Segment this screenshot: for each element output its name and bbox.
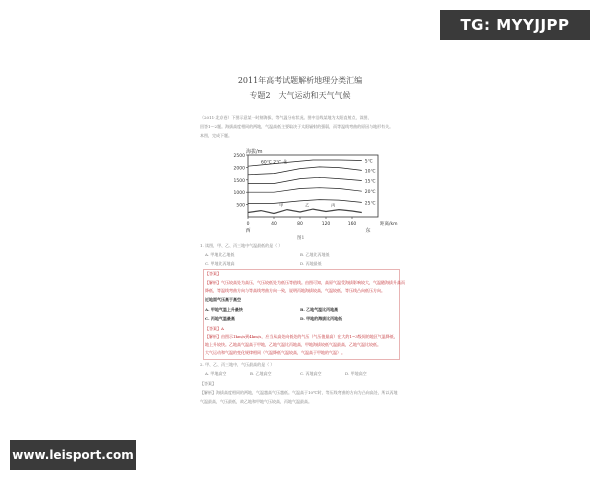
point-yi: 乙 xyxy=(305,202,310,208)
question-1: 1. 读图，甲、乙、丙三地中气温最低的是（ ） xyxy=(200,243,283,248)
answer-label: 【答案】 xyxy=(205,271,221,276)
url-watermark: www.leisport.com xyxy=(10,440,136,470)
altitude-temperature-chart xyxy=(220,145,398,235)
y-tick-label: 2000 xyxy=(233,166,245,172)
intro-line-2: 回答1～2题。海拔高度相同的两地，气温高低主要取决于太阳辐射的强弱，而等温线弯曲的原因与地形有关。 xyxy=(200,124,394,129)
isotherm-label-3: 20℃ xyxy=(364,190,376,196)
x-tick-label: 40 xyxy=(271,222,277,227)
isotherm-line-1 xyxy=(248,167,362,175)
x-tick-label: 120 xyxy=(321,222,331,227)
intro-line-3: 本图，完成下题。 xyxy=(200,133,232,138)
analysis-line-2: 降低，等温线弯曲方向与等高线弯曲方向一致，说明丙地海拔较高，气温较低，等压线凸向低压方向。 xyxy=(205,288,385,293)
terrain-line xyxy=(248,209,362,213)
option-b: B. 乙地比丙地低 xyxy=(300,252,330,257)
option-a: A. 甲地比乙地低 xyxy=(205,252,235,257)
east-label: 东 xyxy=(365,228,371,234)
analysis-line-1: 【解析】气压较高处为高压，气压较低处为低压等值线。由图可知，高原气温受海拔影响较大，气温随海拔升高而 xyxy=(205,280,405,285)
doc-subtitle: 专题2 大气运动和天气气候 xyxy=(249,91,351,100)
choice-d: D. 甲地的海拔比丙地低 xyxy=(300,316,343,321)
figure-caption: 图1 xyxy=(297,236,305,241)
analysis3-line-2: 气温最高，气压最低，故乙地和甲地气压较高，丙地气温最高。 xyxy=(200,399,312,404)
x-tick-label: 160 xyxy=(347,222,357,227)
doc-title: 2011年高考试题解析地理分类汇编 xyxy=(237,76,363,85)
x-axis-label: 距离/km xyxy=(380,222,398,227)
isotherm-label-2: 15℃ xyxy=(364,179,376,185)
isotherm-line-2 xyxy=(248,177,362,183)
x-tick-label: 0 xyxy=(246,222,250,227)
q2-option-d: D. 甲地高空 xyxy=(345,371,367,376)
y-tick-label: 500 xyxy=(236,203,245,209)
chart-annotation: 60℃ 2℃ 北 xyxy=(261,160,288,166)
analysis2-line-1: 【解析】由图示1km/s到4km/s，应当从高处向低处的气压（气压值最高）在大约1~3级间的地区气温降低， xyxy=(205,334,398,339)
answer2-label: 【答案】A xyxy=(205,326,224,331)
x-tick-label: 80 xyxy=(297,222,303,227)
q2-option-a: A. 甲地高空 xyxy=(205,371,227,376)
isotherm-label-0: 5℃ xyxy=(364,159,373,165)
option-c: C. 甲地比丙地高 xyxy=(205,261,235,266)
isotherm-label-4: 25℃ xyxy=(364,201,376,207)
y-tick-label: 2500 xyxy=(233,154,245,159)
point-jia: 甲 xyxy=(279,202,284,208)
option-d: D. 丙地最低 xyxy=(300,261,322,266)
west-label: 西 xyxy=(245,228,251,234)
analysis2-line-2: 地上升较快。乙地高气温高于甲地，乙地气温比丙地高，甲地海拔较低气温最高，乙地气温比较低。 xyxy=(205,342,381,347)
y-tick-label: 1000 xyxy=(233,191,245,197)
q2-option-b: B. 乙地高空 xyxy=(250,371,272,376)
y-axis-label: 海拔/m xyxy=(246,149,263,155)
choice-a: A. 甲地气温上升最快 xyxy=(205,307,243,312)
point-bing: 丙 xyxy=(331,202,336,208)
question-2: 2. 甲、乙、丙三地中，气压最高的是（ ） xyxy=(200,362,275,367)
isotherm-line-3 xyxy=(248,188,362,193)
choice-c: C. 丙地气温最高 xyxy=(205,316,235,321)
isotherm-label-1: 10℃ xyxy=(364,169,376,175)
choice-b: B. 乙地气温比丙地高 xyxy=(300,307,339,312)
tg-watermark: TG: MYYJJPP xyxy=(440,10,590,40)
y-tick-label: 1500 xyxy=(233,178,245,184)
analysis3-line-1: 【解析】海拔高度相同的两地，气温越高气压越低。气温高于10℃时，等压线弯曲的方向为凸向高处，所以丙地 xyxy=(200,390,398,395)
analysis-line-3: 近地面气压高于高空 xyxy=(205,297,241,302)
intro-line-1: （2011·北京卷）下图示意某一时刻海拔、等气温分布状况。图中沿线某地为太阳直射点，读图， xyxy=(200,115,372,120)
answer3-label: 【答案】 xyxy=(200,381,216,386)
analysis2-line-3: 大气运动和气温的变化规律相同（气温降低气温较高，气温高于甲地的气温）。 xyxy=(205,350,345,355)
q2-option-c: C. 丙地高空 xyxy=(300,371,322,376)
